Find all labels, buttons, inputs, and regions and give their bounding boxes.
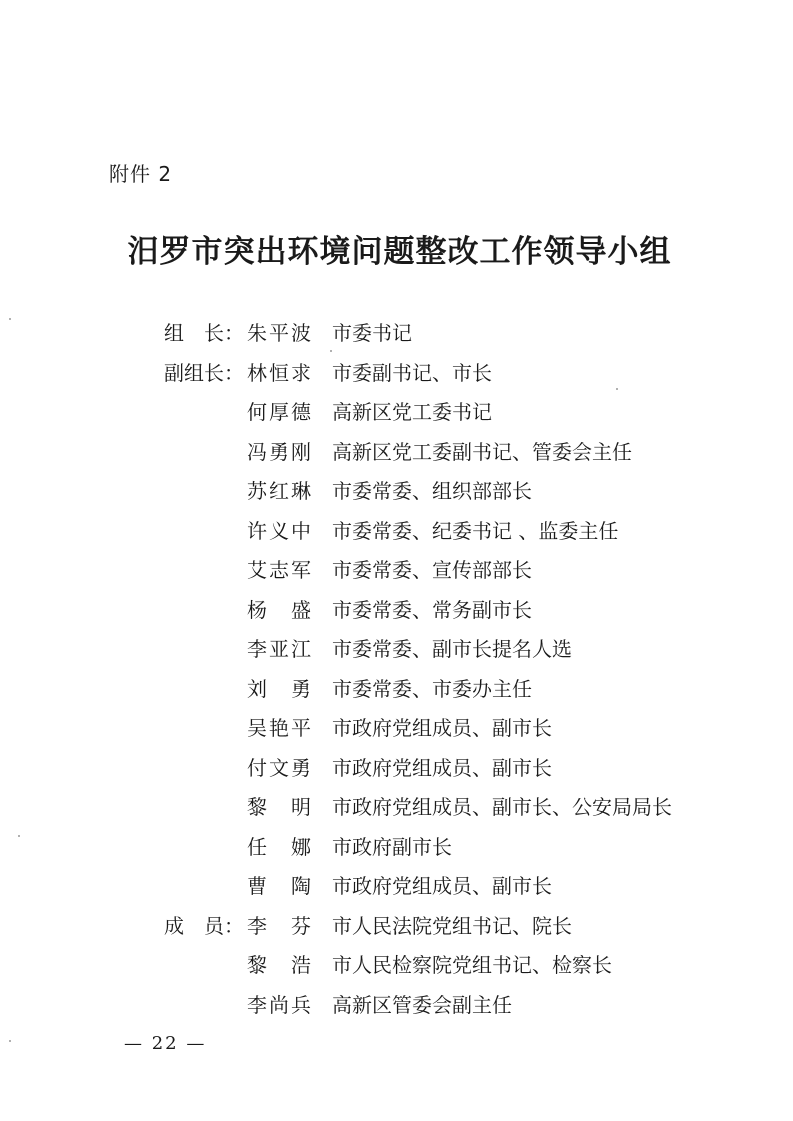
member-position: 市政府党组成员、副市长 xyxy=(332,874,552,898)
member-position: 市政府副市长 xyxy=(332,834,452,859)
scan-speck xyxy=(616,388,618,390)
member-name: 林恒求 xyxy=(247,360,311,385)
member-name: 李芬 xyxy=(247,913,311,938)
member-position: 市委常委、副市长提名人选 xyxy=(332,637,572,661)
attachment-label: 附件 2 xyxy=(109,162,173,186)
member-name: 许义中 xyxy=(247,518,311,543)
member-position: 市委书记 xyxy=(332,321,412,345)
page-number: — 22 — xyxy=(124,1033,207,1054)
member-position: 市政府党组成员、副市长 xyxy=(332,755,552,780)
member-position: 市人民检察院党组书记、检察长 xyxy=(332,953,612,977)
member-name: 任娜 xyxy=(247,834,311,859)
member-name: 吴艳平 xyxy=(247,716,311,740)
member-position: 高新区党工委书记 xyxy=(332,400,492,424)
scan-speck xyxy=(9,1040,11,1042)
member-name: 冯勇刚 xyxy=(247,439,311,464)
scan-speck xyxy=(9,318,11,320)
scan-speck xyxy=(18,835,20,837)
member-role: 成 员： xyxy=(164,913,244,938)
member-name: 李亚江 xyxy=(247,637,311,661)
member-name: 何厚德 xyxy=(247,400,311,424)
member-name: 黎明 xyxy=(247,795,311,819)
member-role: 组 长： xyxy=(164,321,244,345)
member-name: 杨盛 xyxy=(247,597,311,622)
member-position: 市委常委、市委办主任 xyxy=(332,676,532,701)
member-name: 曹陶 xyxy=(247,874,311,898)
member-position: 市政府党组成员、副市长、公安局局长 xyxy=(332,795,672,819)
member-name: 艾志军 xyxy=(247,558,311,582)
member-name: 苏红琳 xyxy=(247,479,311,503)
member-position: 市委常委、宣传部部长 xyxy=(332,558,532,582)
member-position: 市人民法院党组书记、院长 xyxy=(332,913,572,938)
scan-speck xyxy=(330,350,332,352)
member-name: 刘勇 xyxy=(247,676,311,701)
member-position: 市委副书记、市长 xyxy=(332,360,492,385)
member-position: 高新区党工委副书记、管委会主任 xyxy=(332,439,632,464)
member-position: 市委常委、常务副市长 xyxy=(332,597,532,622)
member-position: 高新区管委会副主任 xyxy=(332,992,512,1017)
member-name: 黎浩 xyxy=(247,953,311,977)
member-name: 朱平波 xyxy=(247,321,311,345)
member-name: 李尚兵 xyxy=(247,992,311,1017)
member-position: 市委常委、组织部部长 xyxy=(332,479,532,503)
member-position: 市政府党组成员、副市长 xyxy=(332,716,552,740)
member-role: 副组长： xyxy=(164,360,244,385)
document-title: 汨罗市突出环境问题整改工作领导小组 xyxy=(127,234,672,270)
member-position: 市委常委、纪委书记 、监委主任 xyxy=(332,518,619,543)
member-name: 付文勇 xyxy=(247,755,311,780)
